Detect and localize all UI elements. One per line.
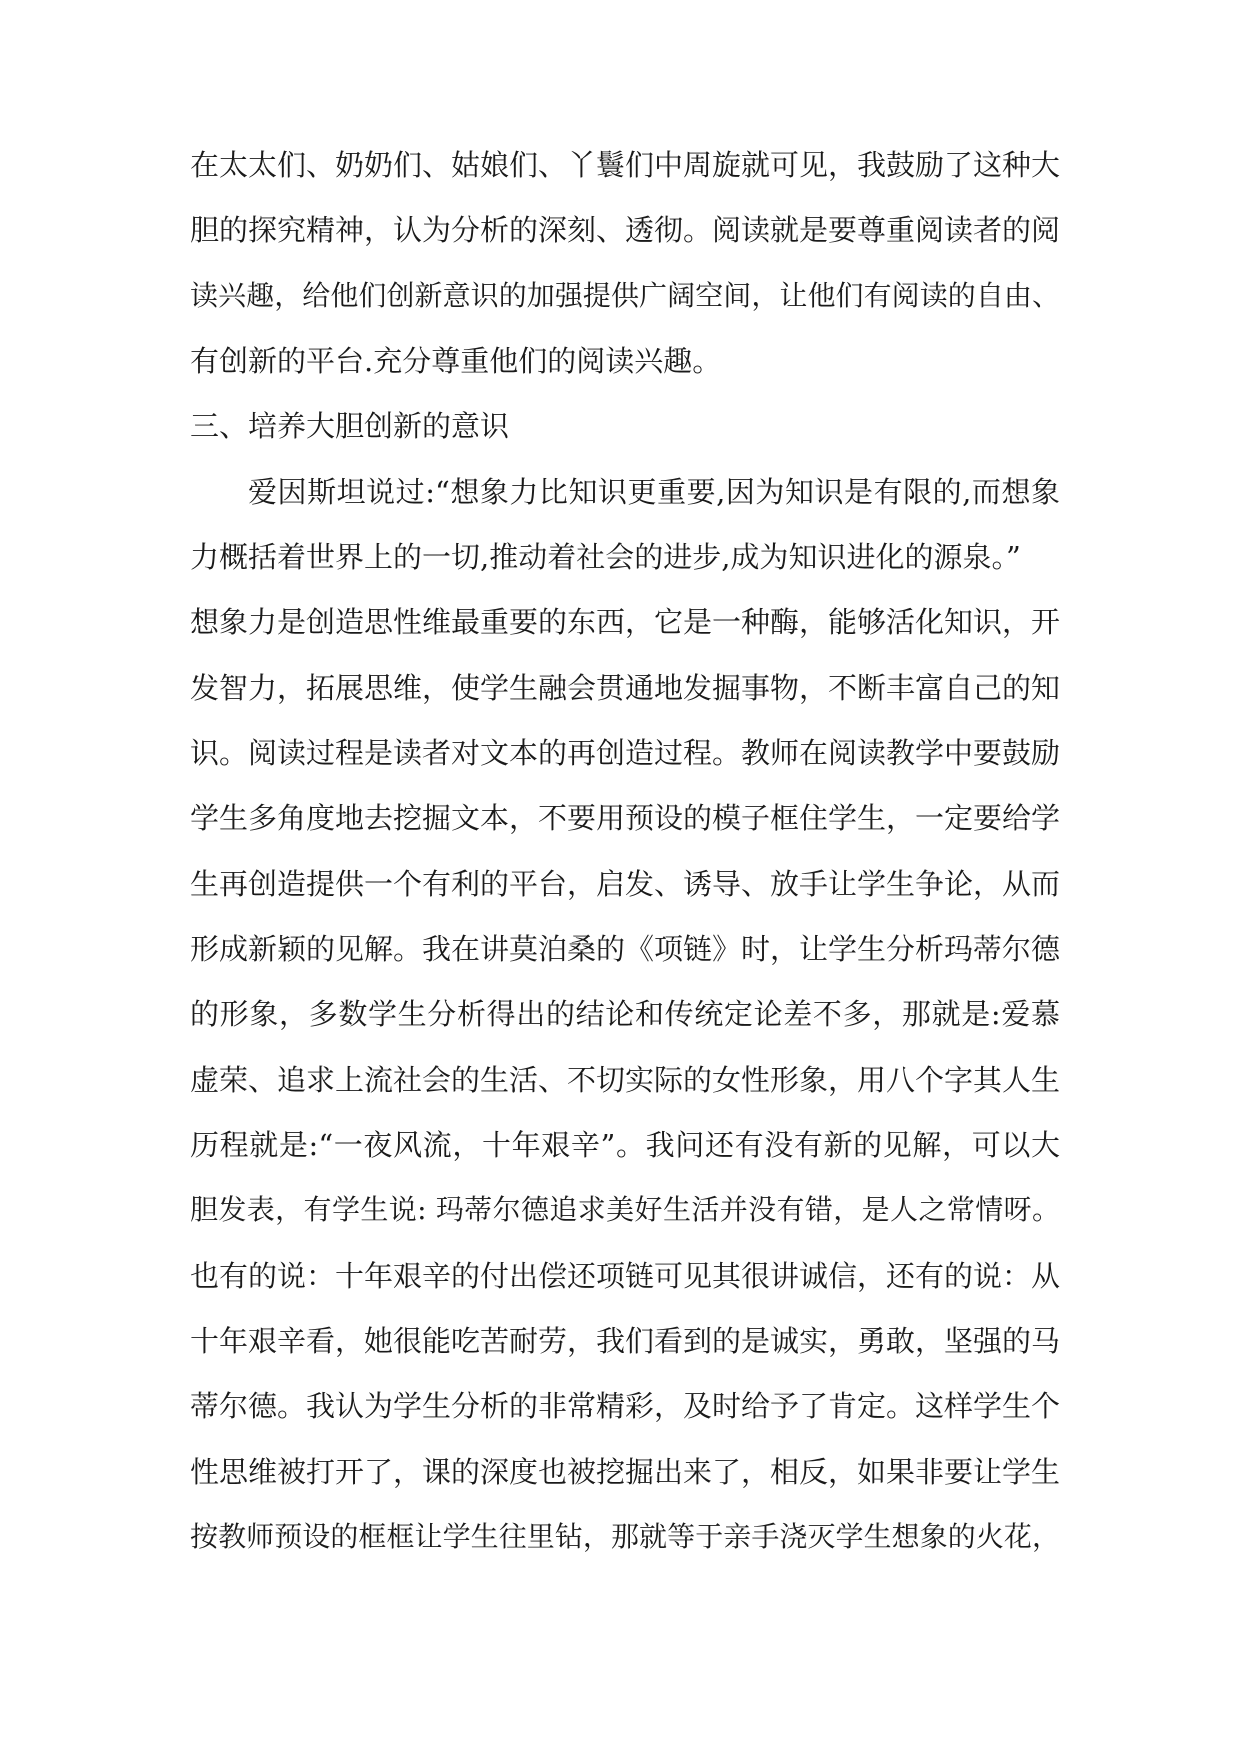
paragraph-line: 十年艰辛看，她很能吃苦耐劳，我们看到的是诚实，勇敢，坚强的马: [190, 1324, 1061, 1358]
paragraph-line: 虚荣、追求上流社会的生活、不切实际的女性形象，用八个字其人生: [190, 1063, 1061, 1097]
paragraph-line: 胆发表，有学生说: 玛蒂尔德追求美好生活并没有错，是人之常情呀。: [190, 1193, 1060, 1226]
paragraph-line: 性思维被打开了，课的深度也被挖掘出来了，相反，如果非要让学生: [190, 1455, 1061, 1489]
paragraph-line: 学生多角度地去挖掘文本，不要用预设的模子框住学生，一定要给学: [190, 801, 1061, 835]
paragraph-line: 力概括着世界上的一切,推动着社会的进步,成为知识进化的源泉。”: [190, 540, 1021, 574]
paragraph-line: 在太太们、奶奶们、姑娘们、丫鬟们中周旋就可见，我鼓励了这种大: [190, 148, 1061, 182]
section-heading: 三、培养大胆创新的意识: [190, 409, 510, 443]
paragraph-line: 也有的说：十年艰辛的付出偿还项链可见其很讲诚信，还有的说：从: [190, 1259, 1061, 1293]
paragraph-line: 有创新的平台.充分尊重他们的阅读兴趣。: [190, 344, 722, 378]
paragraph-line: 想象力是创造思性维最重要的东西，它是一种酶，能够活化知识，开: [190, 605, 1061, 639]
paragraph-line: 识。阅读过程是读者对文本的再创造过程。教师在阅读教学中要鼓励: [190, 736, 1061, 770]
paragraph-line: 胆的探究精神，认为分析的深刻、透彻。阅读就是要尊重阅读者的阅: [190, 213, 1061, 247]
paragraph-line: 按教师预设的框框让学生往里钻，那就等于亲手浇灭学生想象的火花，: [190, 1520, 1060, 1553]
paragraph-line: 形成新颖的见解。我在讲莫泊桑的《项链》时，让学生分析玛蒂尔德: [190, 932, 1061, 966]
paragraph-line: 读兴趣，给他们创新意识的加强提供广阔空间，让他们有阅读的自由、: [190, 279, 1060, 312]
paragraph-line: 的形象，多数学生分析得出的结论和传统定论差不多，那就是:爱慕: [190, 997, 1060, 1031]
paragraph-line: 发智力，拓展思维，使学生融会贯通地发掘事物，不断丰富自己的知: [190, 671, 1061, 705]
paragraph-line: 生再创造提供一个有利的平台，启发、诱导、放手让学生争论，从而: [190, 867, 1061, 901]
paragraph-line: 爱因斯坦说过:“想象力比知识更重要,因为知识是有限的,而想象: [248, 475, 1060, 509]
paragraph-line: 历程就是:“一夜风流，十年艰辛”。我问还有没有新的见解，可以大: [190, 1128, 1060, 1162]
paragraph-line: 蒂尔德。我认为学生分析的非常精彩，及时给予了肯定。这样学生个: [190, 1389, 1061, 1423]
